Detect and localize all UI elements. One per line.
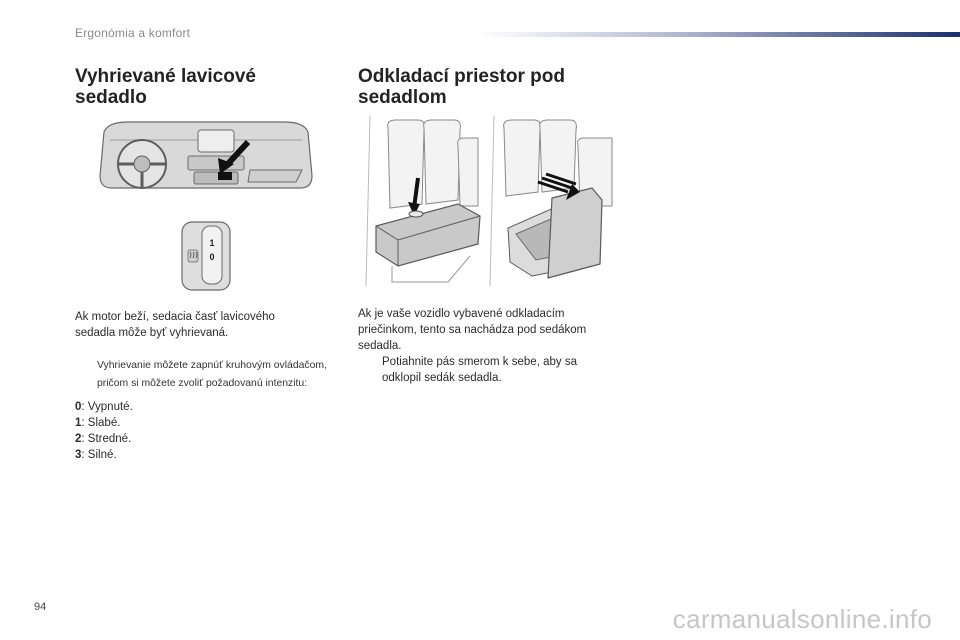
knob-label-top: 1 bbox=[209, 238, 215, 248]
bench-seat-closed-illustration bbox=[362, 116, 484, 292]
under-seat-storage-title: Odkladací priestor pod sedadlom bbox=[358, 66, 565, 108]
bench-seat-open-illustration bbox=[488, 116, 616, 292]
under-seat-storage-instruction bbox=[358, 354, 618, 386]
header-gradient-bar bbox=[478, 32, 960, 37]
list-item: 0: Vypnuté. bbox=[75, 401, 133, 413]
page-number: 94 bbox=[34, 601, 47, 613]
heated-bench-title: Vyhrievané lavicové sedadlo bbox=[75, 66, 256, 108]
under-seat-storage-instruction-text: Potiahnite pás smerom k sebe, aby sa odklopil sedák sedadla. bbox=[382, 356, 577, 384]
dashboard-illustration bbox=[98, 118, 314, 200]
heated-bench-intro: Ak motor beží, sedacia časť lavicového sedadla môže byť vyhrievaná. bbox=[75, 311, 275, 339]
heated-bench-instruction bbox=[77, 357, 347, 393]
seat-heating-knob-illustration bbox=[180, 218, 232, 294]
heated-bench-instruction-text: Vyhrievanie môžete zapnúť kruhovým ovládačom, pričom si môžete zvoliť požadovanú intenzitu: bbox=[97, 360, 327, 389]
list-item: 3: Silné. bbox=[75, 449, 117, 461]
knob-label-bottom: 0 bbox=[209, 252, 215, 262]
list-item: 2: Stredné. bbox=[75, 433, 132, 445]
under-seat-storage-intro: Ak je vaše vozidlo vybavené odkladacím priečinkom, tento sa nachádza pod sedákom sedadla. bbox=[358, 308, 587, 352]
list-item: 1: Slabé. bbox=[75, 417, 121, 429]
heating-levels-list bbox=[75, 399, 275, 463]
running-header: Ergonómia a komfort bbox=[75, 26, 191, 40]
site-watermark: carmanualsonline.info bbox=[672, 604, 932, 634]
